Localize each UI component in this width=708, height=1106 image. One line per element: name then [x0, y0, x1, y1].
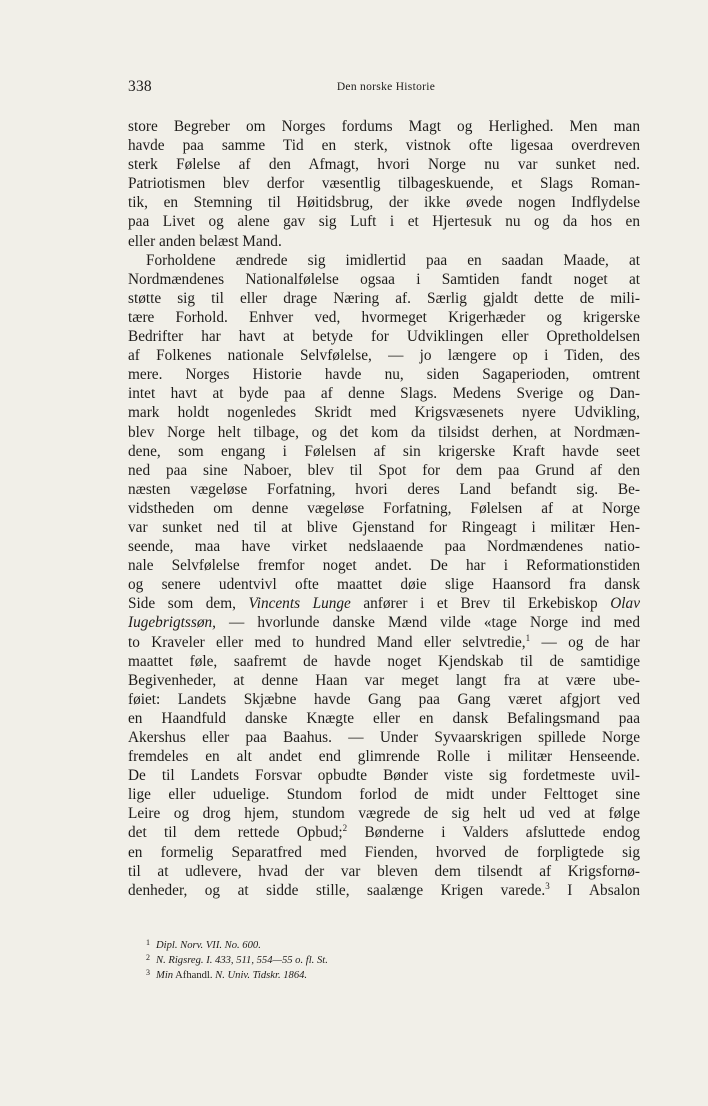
text-line: fremdeles en alt andet end glimrende Rolle i militær Henseende.	[128, 748, 640, 766]
footnote-mark: 1	[146, 938, 150, 947]
italic-name: Olav	[610, 595, 640, 613]
text-line: Patriotismen blev derfor væsentlig tilbageskuende, et Slags Roman-	[128, 175, 640, 193]
text-line: føiet: Landets Skjæbne havde Gang paa Gang været afgjort ved	[128, 690, 640, 708]
footnote-text: Dipl. Norv. VII. No. 600.	[156, 940, 261, 951]
footnote-text-italic: Min	[156, 970, 174, 981]
text-line: vidstheden om denne vægeløse Forfatning, Følelsen af at Norge	[128, 499, 640, 517]
text-line: Begivenheder, at denne Haan var meget langt fra at være ube-	[128, 671, 640, 689]
text-line: eller anden belæst Mand.	[128, 232, 282, 250]
text-line: støtte sig til eller drage Næring af. Særlig gjaldt dette de mili-	[128, 289, 640, 307]
text-line: en formelig Separatfred med Fienden, hvorved de forpligtede sig	[128, 843, 640, 861]
text-line: Forholdene ændrede sig imidlertid paa en saadan Maade, at	[146, 251, 640, 269]
text-line: tik, en Stemning til Høitidsbrug, der ikke øvede nogen Indflydelse	[128, 194, 640, 212]
text-line: ned paa sine Naboer, blev til Spot for dem paa Grund af den	[128, 461, 640, 479]
footnote-1	[146, 935, 546, 950]
text-line: paa Livet og alene gav sig Luft i et Hjertesuk nu og da hos en	[128, 213, 640, 231]
text-line: tære Forhold. Enhver ved, hvormeget Krigerhæder og krigerske	[128, 308, 640, 326]
footnote-mark: 3	[146, 968, 150, 977]
text-line: De til Landets Forsvar opbudte Bønder viste sig fordetmeste uvil-	[128, 767, 640, 785]
text-line: til at udlevere, hvad der var bleven dem tilsendt af Krigsfornø-	[128, 862, 640, 880]
italic-name: Iugebrigtssøn,	[128, 614, 216, 632]
text-line: blev Norge helt tilbage, og det kom da tilsidst derhen, at Nordmæn-	[128, 423, 640, 441]
text-line: lige eller uduelige. Stundom forlod de midt under Felttoget sine	[128, 786, 640, 804]
text-line: Bedrifter har havt at betyde for Udviklingen eller Opretholdelsen	[128, 328, 640, 346]
footnote-text: N. Rigsreg. I. 433, 511, 554—55 o. fl. St.	[156, 955, 328, 966]
text-line: en Haandfuld danske Knægte eller en dansk Befalingsmand paa	[128, 709, 640, 727]
text-line: var sunket ned til at blive Gjenstand for Ringeagt i militær Hen-	[128, 518, 640, 536]
text-line: dene, som engang i Følelsen af sin krigerske Kraft havde seet	[128, 442, 640, 460]
text-run: Side som dem,	[128, 595, 249, 613]
footnote-reference: 1	[525, 632, 531, 643]
text-run: to Kraveler eller med to hundred Mand eller selvtredie,	[128, 633, 526, 651]
text-line: havde paa samme Tid en sterk, vistnok ofte ligesaa overdreven	[128, 137, 640, 155]
footnote-2	[146, 950, 546, 965]
text-line: næsten vægeløse Forfatning, hvori deres Land befandt sig. Be-	[128, 480, 640, 498]
text-line: store Begreber om Norges fordums Magt og Herlighed. Men man	[128, 118, 640, 135]
text-line: Akershus eller paa Baahus. — Under Syvaarskrigen spillede Norge	[128, 729, 640, 746]
footnote-reference: 2	[342, 823, 348, 834]
footnote-3	[146, 965, 546, 980]
page-number: 338	[128, 78, 152, 95]
footnote-text-italic: N. Univ. Tidskr. 1864.	[215, 970, 308, 981]
text-run: det til dem rettede Opbud;	[128, 824, 343, 842]
footnote-text-plain: Afhandl.	[173, 970, 216, 981]
text-run: denheder, og at sidde stille, saalænge Krigen varede.	[128, 881, 546, 899]
footnote-mark: 2	[146, 953, 150, 962]
text-line	[128, 633, 640, 652]
text-line: seende, maa have virket nedslaaende paa Nordmændenes natio-	[128, 538, 640, 556]
text-run: I Absalon	[549, 881, 640, 899]
text-line: intet havt at byde paa af denne Slags. Medens Sverige og Dan-	[128, 385, 640, 403]
footnotes	[146, 935, 546, 980]
text-line: mark holdt nogenledes Skridt med Krigsvæsenets nyere Udvikling,	[128, 404, 640, 422]
text-line: maattet føle, saafremt de havde noget Kjendskab til de samtidige	[128, 652, 640, 670]
text-run: Bønderne i Valders afsluttede endog	[347, 824, 640, 842]
text-line: sterk Følelse af den Afmagt, hvori Norge nu var sunket ned.	[128, 156, 640, 174]
body-text	[128, 117, 640, 900]
running-title	[0, 81, 708, 93]
text-line: Nordmændenes Nationalfølelse ogsaa i Samtiden fandt noget at	[128, 270, 640, 288]
footnote-reference: 3	[545, 880, 550, 891]
text-run: — og de har	[530, 633, 640, 651]
text-run: — hvorlunde danske Mænd vilde «tage Norge ind med	[215, 614, 640, 632]
text-line: og senere udentvivl ofte maattet døie slige Haansord fra dansk	[128, 576, 640, 594]
text-line: mere. Norges Historie havde nu, siden Sagaperioden, omtrent	[128, 366, 640, 384]
running-title-text: Den norske Historie	[336, 81, 436, 93]
italic-name: Vincents Lunge	[248, 595, 351, 613]
text-line	[128, 881, 640, 900]
text-run: anfører i et Brev til Erkebiskop	[350, 595, 611, 613]
text-line: Leire og drog hjem, stundom vægrede de sig helt ud ved at følge	[128, 805, 640, 823]
text-line	[128, 594, 640, 613]
text-line	[128, 823, 640, 842]
text-line: nale Selvfølelse fremfor noget andet. De har i Reformationstiden	[128, 557, 640, 575]
text-line: af Folkenes nationale Selvfølelse, — jo længere op i Tiden, des	[128, 347, 640, 365]
text-line	[128, 613, 640, 632]
